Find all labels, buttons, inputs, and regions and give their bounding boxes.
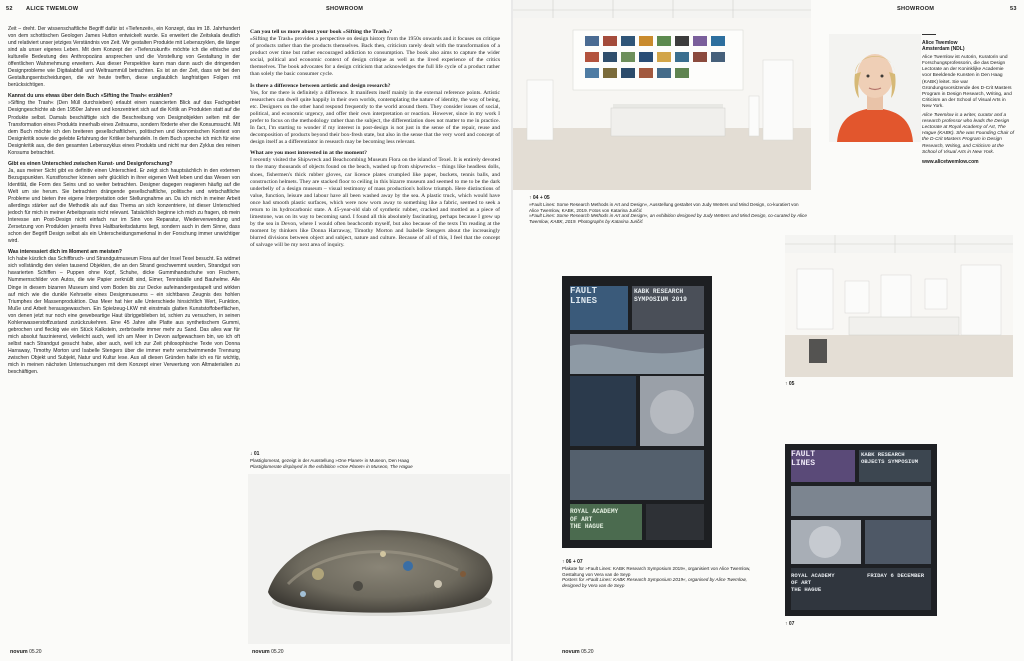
bio-english: Alice Twemlow is a writer, curator and a research professor who leads the Design Lectorate at Royal Academy of Art, The Hague (KABK). She was Founding Chair of the D-Crit Masters Program in Design Research, Writing, and Criticism at the School of Visual Arts in New York. (922, 113, 1014, 155)
poster-07 (785, 444, 937, 616)
caption-english: »Fault Lines: Some Research Methods in Art and Design«, an exhibition designed by Judy Wetters and Mind Design, co-curated by Alice Twemlow, KABK, 2019. Photographs by Katarina Juričić (529, 213, 807, 225)
poster-footer (570, 508, 618, 531)
poster-subtitle: KABK RESEARCH OBJECTS SYMPOSIUM (861, 451, 919, 465)
caption-05 (785, 382, 845, 388)
paragraph: Yes, for me there is definitely a difference. It manifests itself mainly in the external reference points. Artistic researchers can dwell quite happily in their own worlds, contemplating the nature of identity, the way of being, etc. Designers on the other hand respond frequently to the world around them. They consider issues of social, political, and economic urgency, and offer their own interpretation or reaction. However, since in my work I prefer to focus on the methodology rather than the subject, the differentiation does not matter to me in practice. In fact, I'm starting to wonder if my interest in post-design is not just in the sense of the repair, reuse and decomposition of products beyond their box-fresh state, but also in the sense that the very word and concept of design itself as a differentiator in research may be becoming less relevant. (250, 89, 500, 146)
paragraph: »Sifting the Trash« provides a perspective on design history from the 1950s onwards and it focuses on critique of products rather than the products themselves. Back then, criticism rarely dealt with the transformation of a product over time but rather encouraged addiction to consumption. The book also aims to capture the wider social, political and economic context of design critique as well as the lived experience of the critics themselves. The book advocates for a design criticism that acknowledges the full life cycle of a product rather than solely the basic consumer cycle. (250, 36, 500, 78)
poster-line: LINES (570, 296, 598, 306)
question-heading: Can you tell us more about your book »Sifting the Trash«? (250, 29, 393, 35)
question-heading: Gibt es einen Unterschied zwischen Kunst- und Designforschung? (8, 160, 173, 167)
website-link[interactable]: www.alicetwemlow.com (922, 158, 979, 165)
bio-rule (922, 34, 936, 35)
caption-01 (250, 452, 500, 469)
poster-footer-line: OF ART (570, 515, 593, 523)
question-heading: Kannst du uns etwas über dein Buch »Sifting the Trash« erzählen? (8, 93, 173, 100)
poster-line: LINES (791, 459, 816, 468)
question-heading: Was interessiert dich im Moment am meisten? (8, 249, 122, 256)
poster-title (791, 450, 815, 468)
bio-name: Alice Twemlow (922, 40, 958, 46)
caption-06-07 (562, 560, 762, 589)
footer (10, 649, 42, 655)
gallery-image (513, 0, 811, 190)
paragraph: »Sifting the Trash« (Den Müll durchsieben) erlaubt einen nuancierten Blick auf das Fachgebiet Designgeschichte ab den 1950er Jahren und konzentriert sich auf die Kritik an Produkten statt auf die Produkte selbst. Damals beschäftigte sich die Beschreibung von Designobjekten selten mit der Transformation eines Produkts innerhalb eines Zeitraums, sondern förderte eher die Konsumsucht. Mit dem Buch möchte ich den breiteren gesellschaftlichen, politischen und ökonomischen Kontext von Designkritik sowie die gelebte Erfahrung der Kritiker behandeln. In dem Buch spreche ich mich für eine Designkritik aus, die den gesamten Lebenszyklus eines Produkts und nicht nur den Zyklus des reinen Konsums betrachtet. (8, 100, 240, 156)
section-header: SHOWROOM (897, 6, 935, 12)
caption-04-05 (529, 196, 809, 225)
page-number: 53 (1010, 6, 1017, 12)
plastiglomerate-photo (248, 474, 510, 644)
poster-footer (791, 572, 835, 593)
page-number: 52 (6, 6, 13, 12)
poster-line: FAULT (791, 450, 816, 459)
plastiglomerate-image (248, 474, 510, 644)
paragraph: Ich habe kürzlich das Schiffbruch- und Strandgutmuseum Flora auf der Insel Texel besucht. Es widmet sich vollständig den vielen tausend Objekten, die an den Strand geschwemmt wurden, Strandgut von havarierten Schiffen – Puppen ohne Kopf, Schuhe, dicke Gummihandschuhe von Fischern, Nummernschilder von Autos, die wie Papier zerknüllt sind, Eimer, Tennisbälle und Bauhelme. Alle Dinge in diesem bizarren Museum sind vom Boden bis zur Decke aufeinandergestapelt und wirkten auf mich wie die dunkle Kehrseite eines Designmuseums – ein sichtbares Zeugnis des hohlen Triumphes der Massenproduktion. Das Meer hat hier alle Unterschiede hinsichtlich Wert, Funktion, Muße und Arbeit herausgewaschen. Ein Spielzeug-LKW mit einstmals glatten Kunststoffoberflächen, von denen jetzt nur noch eine gewebeartige Haut übriggeblieben ist, schien zu versuchen, in seinen Kohlenwasserstoffzustand zurückzukehren. Eine 45 Jahre alte Platte aus synthetischem Gummi, gebrochen und fleckig wie ein Stück Kalkstein, zerbröselte immer mehr zu Sand. Das alles war für mich absolut faszinierend, vielleicht auch, weil ich am Meer in Devon aufgewachsen bin, wo ich oft selbst nach Strandgut gesucht habe, aber auch, weil ich zur Zeit philosophische Texte von Donna Harraway, Timothy Morton und Isabelle Stengers über die immer mehr verschwimmende Trennung zwischen Objekt und Subjekt, Natur und Kultur lese. Aus all diesen Gründen halte ich es für wichtig, mich in meinen nächsten Untersuchungen mit dem Konzept einer Verwertung von Altmaterialien zu beschäftigen. (8, 256, 240, 376)
section-header: SHOWROOM (326, 6, 364, 12)
german-column (8, 26, 240, 648)
footer-issue: 05.20 (29, 649, 42, 655)
poster-line: FAULT (570, 286, 598, 296)
author-header: ALICE TWEMLOW (26, 6, 79, 12)
poster-footer-line: THE HAGUE (791, 586, 822, 593)
bio-location: Amsterdam (NDL) (922, 46, 965, 53)
exhibition-photo-05 (785, 235, 1013, 377)
caption-german: Plakate für »Fault Lines: KABK Research Symposium 2019«, organisiert von Alice Twemlow, Gestaltung von Vera van de Seyp (562, 565, 751, 577)
caption-number: ↑ 05 (785, 381, 795, 387)
caption-07 (785, 622, 845, 628)
caption-english: Plastiglomerate displayed in the exhibition »One Planet« in Museon, The Hague (250, 463, 413, 469)
author-portrait-image (829, 34, 921, 142)
paragraph: Ja, aus meiner Sicht gibt es definitiv einen Unterschied. Er zeigt sich hauptsächlich in den externen Bezugspunkten. Kunstforscher können sehr glücklich in ihrer eigenen Welt leben und das Wesen von Identität, die Form des Seins und so weiter betrachten. Designer dagegen reagieren häufig auf die Welt um sie herum. Sie betrachten drängende gesellschaftliche, politische und wirtschaftliche Probleme und bieten ihre eigene Interpretation oder Stellungnahme an. Da ich mich in meiner Arbeit allerdings stärker auf die Methodik als auf das Thema an sich konzentriere, ist dieser Unterschied jedoch für mich in meiner Arbeitspraxis nicht relevant. Tatsächlich beginne ich mich zu fragen, ob mein Interesse am Post-Design nicht einfach nur im Sinn von Reparatur, Wiederverwendung und Zersetzung von Produkten jenseits ihres Haltbarkeitsdatums liegt, sondern auch in dem Sinne, dass schon der Begriff Design selbst als ein Unterscheidungsmerkmal in der Forschung immer unwichtiger wird. (8, 167, 240, 245)
poster-date: FRIDAY 6 DECEMBER (867, 572, 925, 579)
poster-title (570, 286, 597, 306)
bio-german: Alice Twemlow ist Autorin, Kuratorin und Forschungsprofessorin, die das Design Lectorate an der Koninklijke Academie voor Beeldende Kunsten in Den Haag (KABK) leitet. Sie war Gründungsvorsitzende des D-Crit Masters Program in Design Research, Writing, and Criticism an der School of Visual Arts in New York. (922, 55, 1012, 109)
exhibition-photo-04 (513, 0, 811, 190)
footer-issue: 05.20 (581, 649, 594, 655)
footer-brand: novum (10, 649, 28, 655)
footer (562, 649, 594, 655)
right-page (513, 0, 1024, 661)
footer-secondary (252, 649, 284, 655)
question-heading: What are you most interested in at the moment? (250, 150, 368, 157)
poster-footer-line: ROYAL ACADEMY (791, 572, 835, 579)
poster-subtitle: KABK RESEARCH SYMPOSIUM 2019 (634, 288, 687, 303)
paragraph: Zeit – dreht. Der wissenschaftliche Begriff dafür ist »Tiefenzeit«, ein Konzept, das im 18. Jahrhundert von dem schottischen Geologen James Hutton entwickelt wurde. Es erweitert die Zeitskala deutlich und relativiert unser jetziges Verständnis von Zeit. Wir gestalten Produkte mit Lebenszyklen, die länger sind als unser eigenes Leben. Mit dem Konzept der »Tiefenzukunft« möchte ich die ethische und kulturelle Bedeutung des Anthropozäns ansprechen und die Vorstellung von Gestaltung in der öffentlichen Wahrnehmung erweitern. Aus dieser Perspektive kann man dann auch die dringenden Designprobleme wie Digitalabfall und Weltraummüll betrachten. Es ist an der Zeit, dass wir bei den Gestaltungsentscheidungen, die wir heute treffen, diese unglaublich langfristigen Folgen mit berücksichtigen. (8, 26, 240, 89)
left-page (0, 0, 511, 661)
gallery-image (785, 235, 1013, 377)
caption-number: ↓ 01 (250, 451, 260, 457)
poster-footer-line: OF ART (791, 579, 812, 586)
caption-number: ↑ 04 + 05 (529, 195, 550, 201)
footer-brand: novum (562, 649, 580, 655)
caption-number: ↑ 07 (785, 621, 795, 627)
poster-footer-line: THE HAGUE (570, 523, 604, 531)
caption-number: ↑ 06 + 07 (562, 559, 583, 565)
author-bio (922, 40, 1014, 166)
english-column (250, 26, 500, 450)
caption-german: »Fault Lines: Some Research Methods in Art and Design«, Ausstellung gestaltet von Judy Wetters und Mind Design, co-kuratiert von Alice Twemlow, KABK, 2019. Fotos von Katarina Juričić (529, 201, 799, 213)
caption-german: Plastiglomerat, gezeigt in der Ausstellung »One Planet« in Museon, Den Haag (250, 457, 410, 463)
poster-06 (562, 276, 712, 548)
question-heading: Is there a difference between artistic and design research? (250, 82, 391, 89)
paragraph: I recently visited the Shipwreck and Beachcombing Museum Flora on the island of Texel. It is entirely devoted to the many thousands of objects found on the beach, washed up from shipwrecks – things like headless dolls, shoes, fishermen's thick rubber gloves, car licence plates crumpled like paper, buckets, tennis balls, and construction helmets. They are stacked floor to ceiling in this bizarre museum and seemed to me to be the dark underbelly of a design museum – visual testimony of mass production's hollow triumph. Here distinctions of value, function, leisure and labour have all been washed away by the sea. A plastic truck, which would have once had smooth plastic surfaces, which were now worn away to something like a fabric, seemed to seek a return to its hydrocarbonic state. A 45-year-old slab of synthetic rubber, cracked and mottled as a piece of limestone, was on its way to becoming sand. I found all this absolutely fascinating, perhaps because I grew up by the sea in Devon, where I would often beachcomb myself, but also because of the texts I'm reading at the moment by thinkers like Donna Harraway, Timothy Morton and Isabelle Stengers about the increasingly blurred divisions between object and subject, nature and culture. Because of all of this, I feel that the concept of salvage will be my next area of inquiry. (250, 157, 500, 249)
caption-english: Posters for »Fault Lines: KABK Research Symposium 2019«, organised by Alice Twemlow, designed by Vera van de Seyp (562, 577, 747, 589)
footer-brand: novum (252, 649, 270, 655)
poster-footer-line: ROYAL ACADEMY (570, 508, 619, 515)
footer-issue: 05.20 (271, 649, 284, 655)
portrait-photo (829, 34, 921, 142)
